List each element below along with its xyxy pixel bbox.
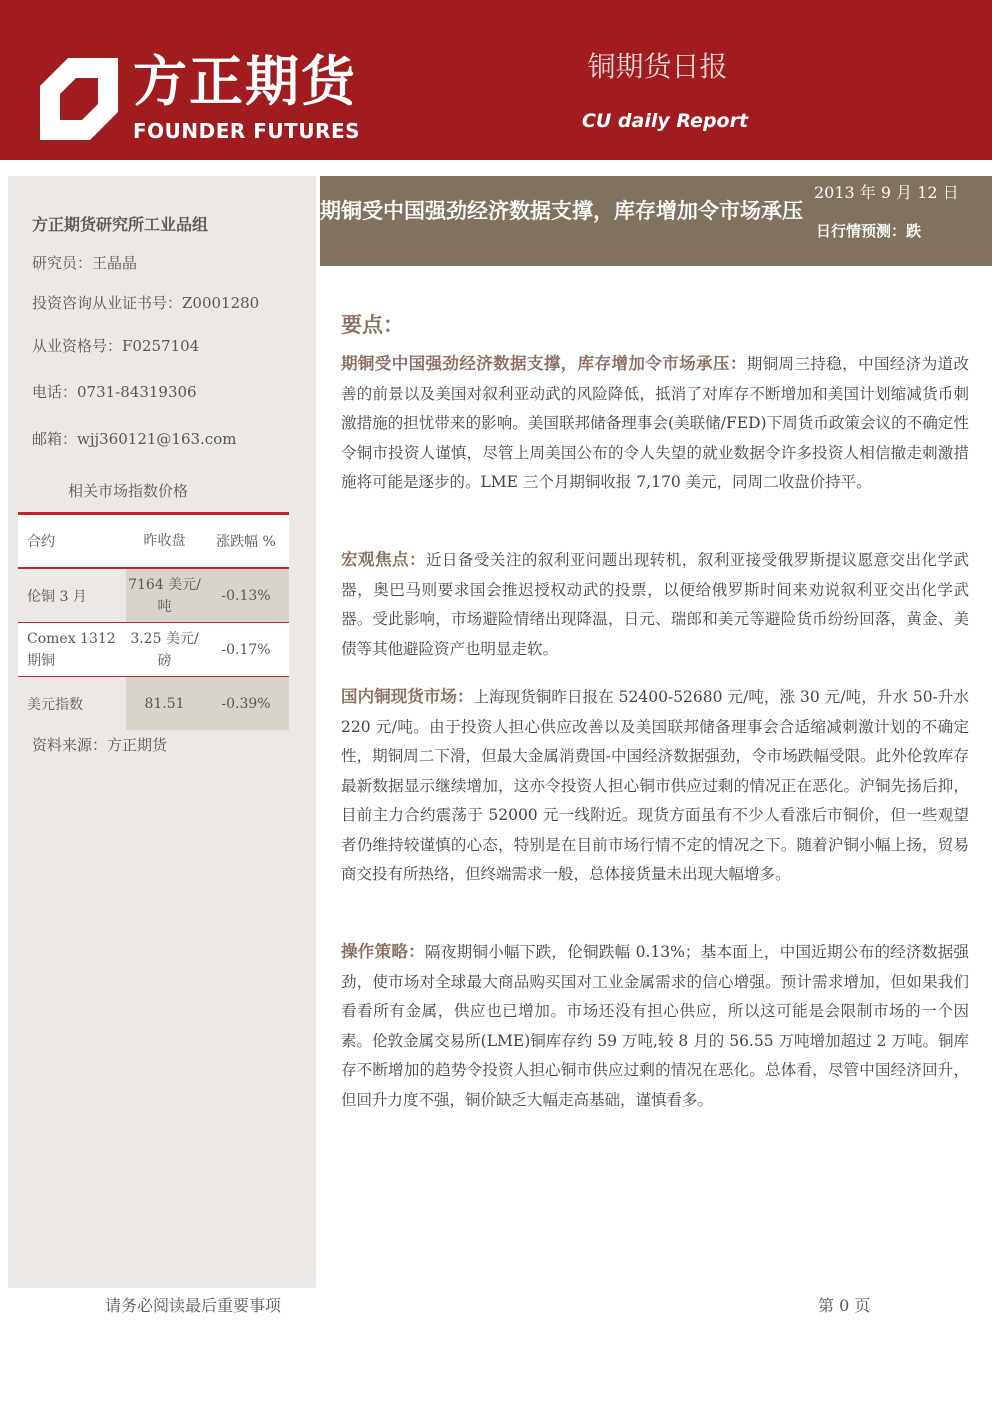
close-cell: 7164 美元/吨: [126, 568, 203, 623]
header-change: 涨跌幅 %: [203, 514, 289, 569]
founder-logo-icon: [40, 58, 118, 140]
contract-cell: Comex 1312 期铜: [18, 623, 126, 677]
page-number: 第 0 页: [818, 1296, 871, 1315]
phone: 电话：0731-84319306: [32, 383, 197, 401]
table-row: [18, 568, 289, 623]
paragraph-label: 期铜受中国强劲经济数据支撑，库存增加令市场承压：: [341, 354, 747, 373]
table-header-row: [18, 514, 289, 569]
report-header: [0, 0, 992, 160]
paragraph-macro: [341, 545, 969, 664]
paragraph-text: 近日备受关注的叙利亚问题出现转机，叙利亚接受俄罗斯提议愿意交出化学武器，奥巴马则要求国会推迟授权动武的投票，以便给俄罗斯时间来劝说叙利亚交出化学武器。受此影响，市场避险情绪出现降温，日元、瑞郎和美元等避险货币纷纷回落，黄金、美债等其他避险资产也明显走软。: [341, 551, 969, 658]
paragraph-label: 国内铜现货市场：: [341, 687, 474, 706]
license-number: 投资咨询从业证书号：Z0001280: [32, 294, 260, 312]
report-date: 2013 年 9 月 12 日: [814, 183, 959, 202]
header-contract: 合约: [18, 514, 126, 569]
change-cell: -0.39%: [203, 677, 289, 731]
data-source: 资料来源：方正期货: [32, 736, 168, 754]
paragraph-text: 期铜周三持稳，中国经济为道改善的前景以及美国对叙利亚动武的风险降低，抵消了对库存不断增加和美国计划缩减货币刺激措施的担忧带来的影响。美国联邦储备理事会(美联储/FED)下周货币政策会议的不确定性令铜市投资人谨慎，尽管上周美国公布的令人失望的就业数据令许多投资人相信撤走刺激措施将可能是逐步的。LME 三个月期铜收报 7,170 美元，同周二收盘价持平。: [341, 355, 970, 491]
paragraph-label: 操作策略：: [341, 942, 426, 961]
table-row: [18, 677, 289, 731]
close-cell: 81.51: [126, 677, 203, 731]
table-row: [18, 623, 289, 677]
contract-cell: 伦铜 3 月: [18, 568, 126, 623]
logo-english-name: FOUNDER FUTURES: [133, 119, 361, 143]
paragraph-text: 隔夜期铜小幅下跌，伦铜跌幅 0.13%；基本面上，中国近期公布的经济数据强劲，使市场对全球最大商品购买国对工业金属需求的信心增强。预计需求增加，但如果我们看看所有金属，供应也已增加。市场还没有担心供应，所以这可能是会限制市场的一个因素。伦敦金属交易所(LME)铜库存约 59 万吨,较 8 月的 56.55 万吨增加超过 2 万吨。铜库存不断增加的趋势令投资人担心铜市供应过剩的情况在恶化。总体看，尽管中国经济回升，但回升力度不强，铜价缺乏大幅走高基础，谨慎看多。: [341, 943, 970, 1109]
research-group: 方正期货研究所工业品组: [32, 215, 209, 234]
logo-chinese-name: 方正期货: [133, 50, 357, 113]
paragraph-text: 上海现货铜昨日报在 52400-52680 元/吨，涨 30 元/吨，升水 50-升水 220 元/吨。由于投资人担心供应改善以及美国联邦储备理事会合适缩减刺激计划的不确定性，期铜周二下滑，但最大金属消费国-中国经济数据强劲，令市场跌幅受限。此外伦敦库存最新数据显示继续增加，这亦令投资人担心铜市供应过剩的情况正在恶化。沪铜先扬后抑，目前主力合约震荡于 52000 元一线附近。现货方面虽有不少人看涨后市铜价，但一些观望者仍维持较谨慎的心态，特别是在目前市场行情不定的情况之下。随着沪铜小幅上扬，贸易商交投有所热络，但终端需求一般，总体接货量未出现大幅增多。: [341, 688, 969, 883]
daily-forecast: 日行情预测：跌: [816, 222, 922, 240]
footer-notice: 请务必阅读最后重要事项: [105, 1296, 282, 1315]
report-title: 铜期货日报: [587, 50, 728, 83]
email: 邮箱：wjj360121@163.com: [32, 430, 237, 448]
key-points-title: 要点：: [341, 313, 404, 337]
researcher: 研究员：王晶晶: [32, 254, 138, 272]
index-price-table: [18, 512, 289, 730]
change-cell: -0.17%: [203, 623, 289, 677]
index-table-title: 相关市场指数价格: [68, 482, 189, 500]
contract-cell: 美元指数: [18, 677, 126, 731]
headline: 期铜受中国强劲经济数据支撑，库存增加令市场承压: [320, 199, 803, 223]
change-cell: -0.13%: [203, 568, 289, 623]
report-subtitle: CU daily Report: [581, 110, 749, 132]
qualification-number: 从业资格号：F0257104: [32, 337, 200, 355]
close-cell: 3.25 美元/磅: [126, 623, 203, 677]
paragraph-spot-market: [341, 682, 969, 890]
header-close: 昨收盘: [126, 514, 203, 569]
paragraph-summary: [341, 349, 969, 498]
paragraph-label: 宏观焦点：: [341, 550, 426, 569]
paragraph-strategy: [341, 937, 969, 1115]
